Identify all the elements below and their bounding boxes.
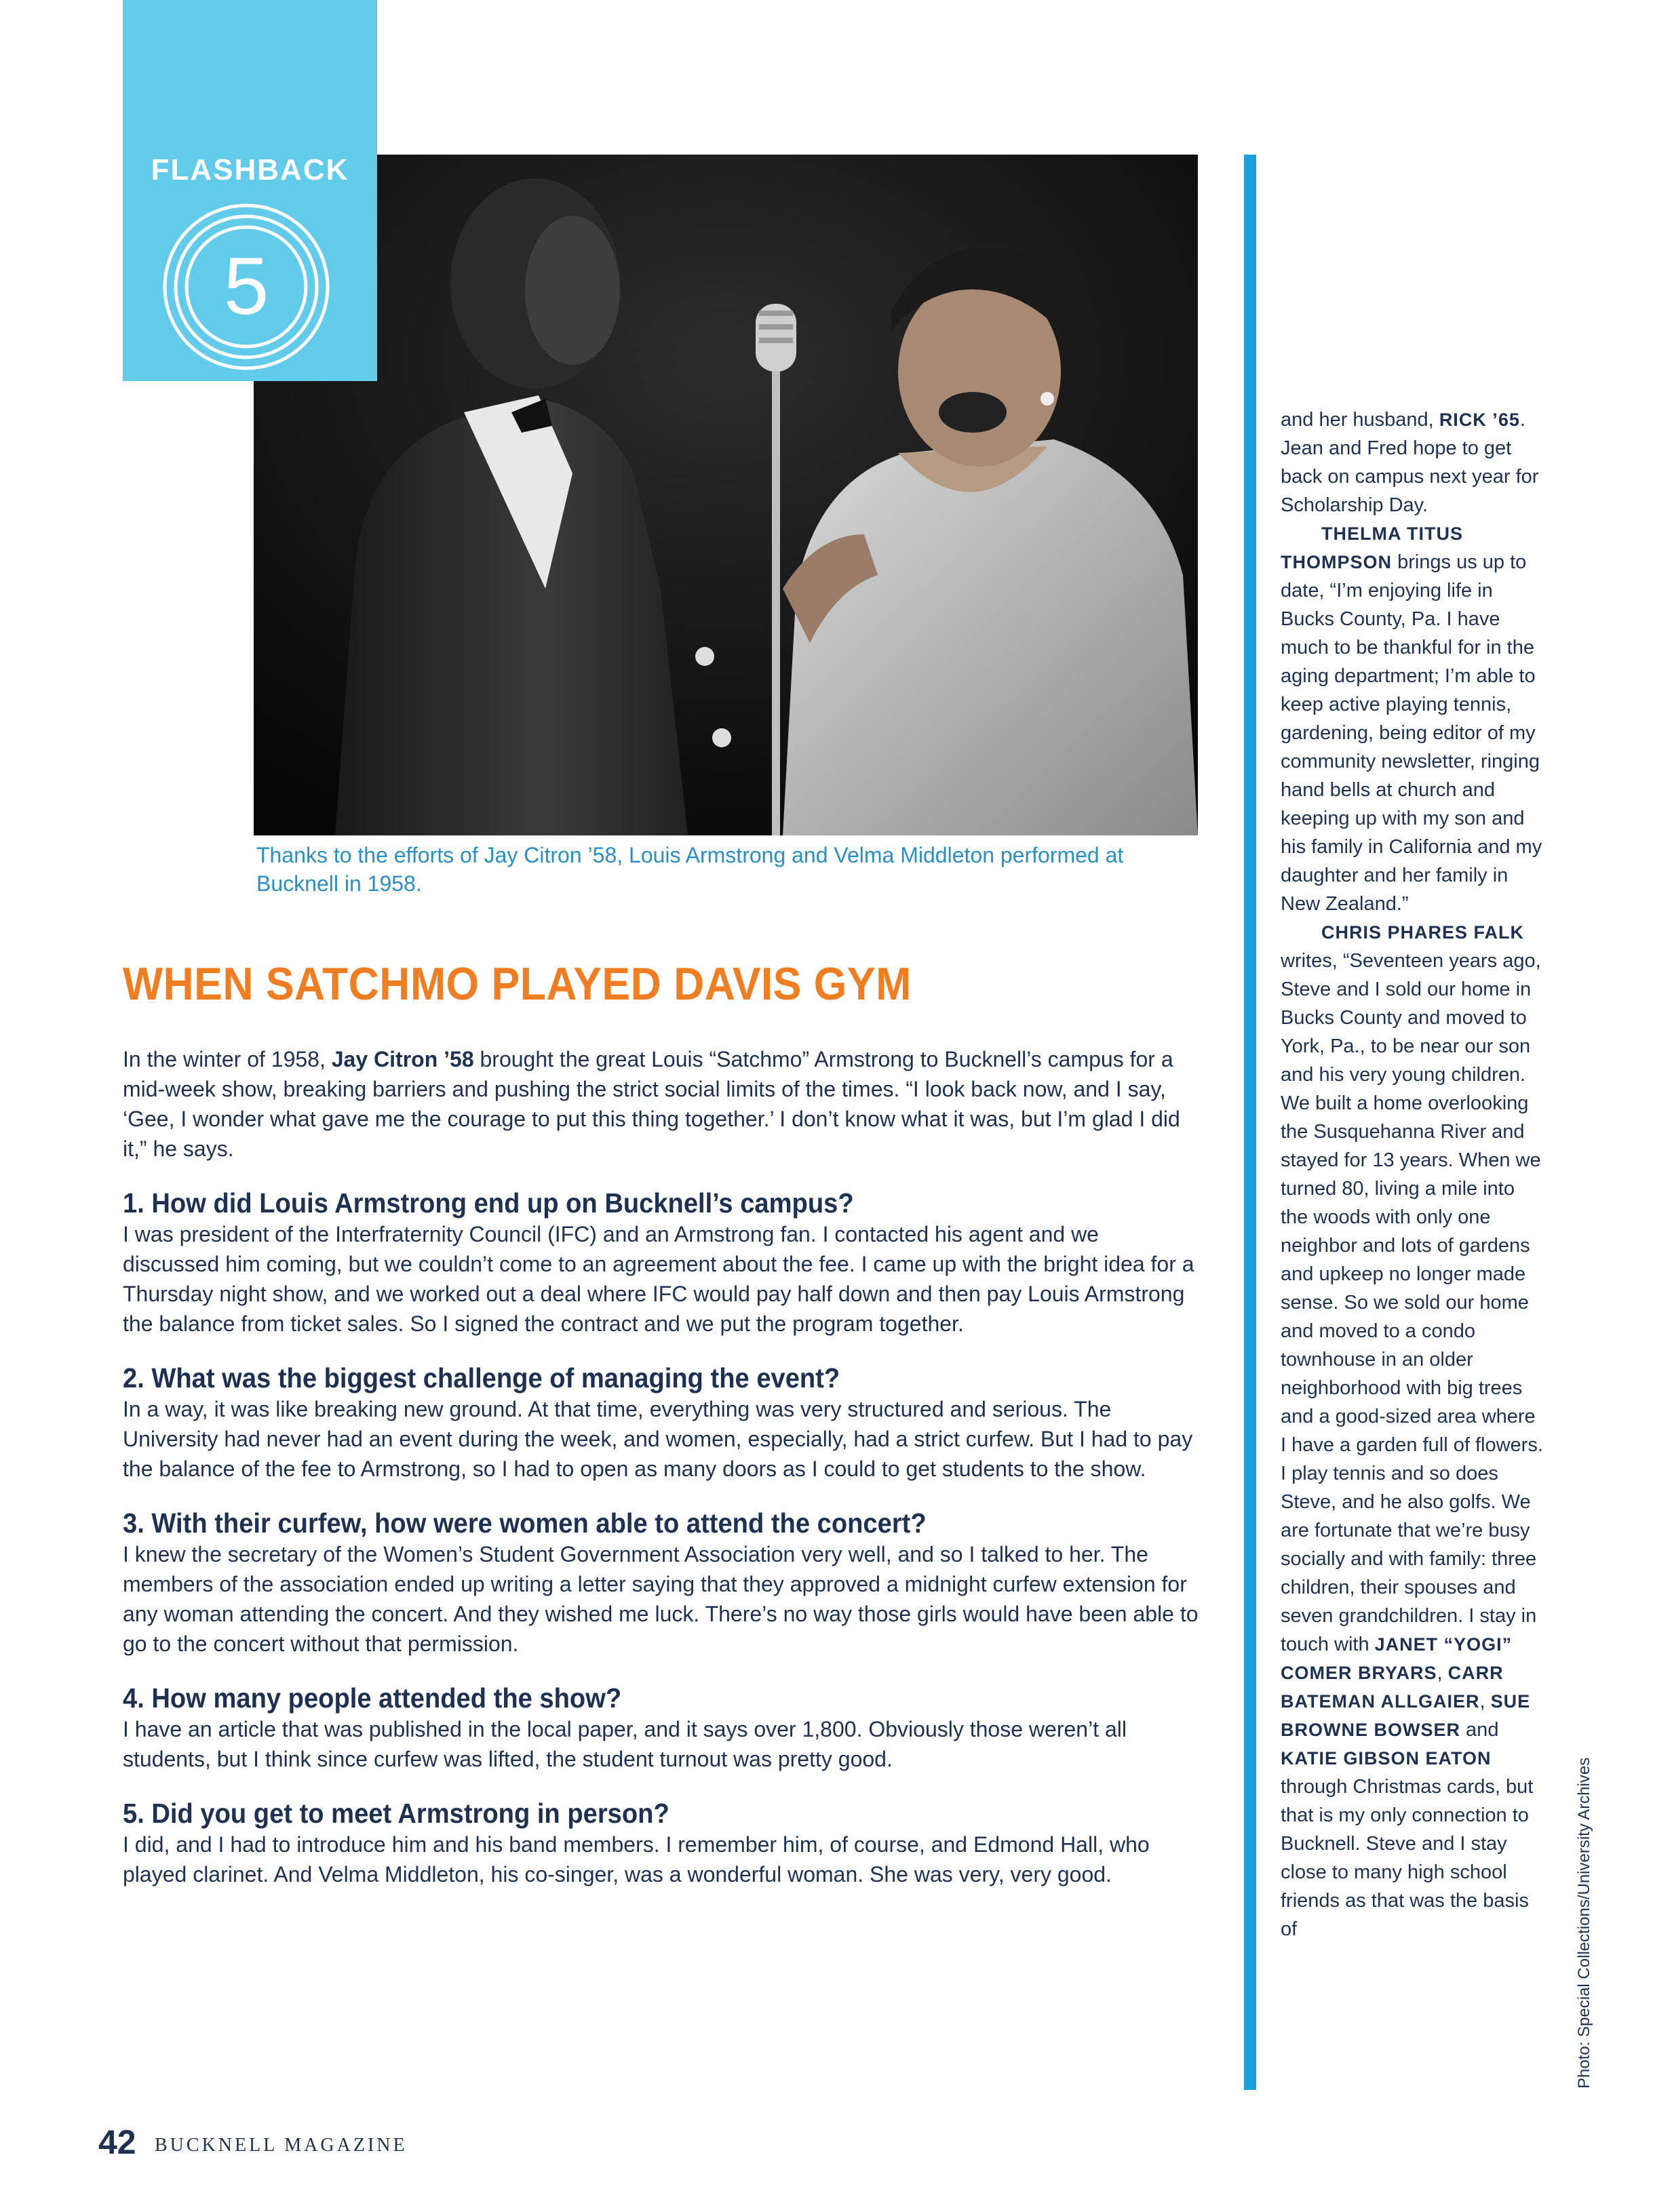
note-name: SUE BROWNE BOWSER xyxy=(1281,1691,1531,1740)
photo-caption: Thanks to the efforts of Jay Citron ’58, Louis Armstrong and Velma Middleton performed at Bucknell in 1958. xyxy=(256,843,1124,896)
question-heading: 2. What was the biggest challenge of managing the event? xyxy=(123,1362,840,1394)
qa-item-3 xyxy=(123,1507,1201,1659)
article-body xyxy=(123,1044,1201,1889)
question-heading: 3. With their curfew, how were women able to attend the concert? xyxy=(123,1507,927,1539)
answer-text: I did, and I had to introduce him and his band members. I remember him, of course, and Edmond Hall, who played clarinet. And Velma Middleton, his co-singer, was a wonderful woman. She was very, very good. xyxy=(123,1832,1150,1887)
numbered-rings-icon xyxy=(161,202,331,372)
question-heading: 5. Did you get to meet Armstrong in person? xyxy=(123,1798,669,1829)
note-name: KATIE GIBSON EATON xyxy=(1281,1748,1492,1769)
qa-item-2 xyxy=(123,1362,1201,1484)
article-lede xyxy=(123,1044,1201,1164)
qa-item-4 xyxy=(123,1682,1201,1774)
article-headline: WHEN SATCHMO PLAYED DAVIS GYM xyxy=(123,958,912,1010)
note-text: , xyxy=(1479,1691,1491,1712)
class-note-paragraph xyxy=(1281,519,1545,918)
column-divider xyxy=(1244,155,1256,2090)
qa-item-5 xyxy=(123,1797,1201,1889)
note-name: THELMA TITUS THOMPSON xyxy=(1281,524,1463,572)
note-text: and xyxy=(1460,1719,1499,1741)
flashback-badge xyxy=(123,0,377,381)
question-heading: 4. How many people attended the show? xyxy=(123,1682,622,1714)
lede-text-continued: brought the great Louis “Satchmo” Armstrong to Bucknell’s campus for a mid-week show, breaking barriers and pushing the strict social limits of the times. “I look back now, and I say, ‘Gee, I wonder what gave me the courage to put this thing together.’ I don’t know what it was, but I’m glad I did it,” he says. xyxy=(123,1047,1180,1161)
class-note-paragraph xyxy=(1281,918,1545,1943)
answer-text: I knew the secretary of the Women’s Student Government Association very well, and so I talked to her. The members of the association ended up writing a letter saying that they approved a midnight curfew extension for any woman attending the concert. And they wished me luck. There’s no way those girls would have been able to go to the concert without that permission. xyxy=(123,1542,1199,1656)
note-text: through Christmas cards, but that is my only connection to Bucknell. Steve and I stay close to many high school friends as that was the basis of xyxy=(1281,1776,1534,1940)
class-notes-column xyxy=(1281,406,1545,1943)
flashback-label: FLASHBACK xyxy=(151,153,349,186)
answer-text: In a way, it was like breaking new ground. At that time, everything was very structured and serious. The University had never had an event during the week, and women, especially, had a strict curfew. But I had to pay the balance of the fee to Armstrong, so I had to open as many doors as I could to get students to the show. xyxy=(123,1397,1193,1481)
class-note-paragraph xyxy=(1281,406,1545,519)
note-text: , xyxy=(1437,1662,1448,1684)
note-name: RICK ’65 xyxy=(1439,410,1520,430)
flashback-number: 5 xyxy=(223,241,269,332)
concert-photo xyxy=(254,155,1198,835)
page-number: 42 xyxy=(98,2123,136,2161)
question-heading: 1. How did Louis Armstrong end up on Bucknell’s campus? xyxy=(123,1187,854,1219)
note-text: and her husband, xyxy=(1281,409,1439,431)
lede-text: In the winter of 1958, xyxy=(123,1047,332,1071)
note-text: brings us up to date, “I’m enjoying life in Bucks County, Pa. I have much to be thankful for in the aging department; I’m able to keep active playing tennis, gardening, being editor of my community newsletter, ringing hand bells at church and keeping up with my son and his family in California and my daughter and her family in New Zealand.” xyxy=(1281,551,1542,915)
note-text: writes, “Seventeen years ago, Steve and I sold our home in Bucks County and moved to York, Pa., to be near our son and his very young children. We built a home overlooking the Susquehanna River and stayed for 13 years. When we turned 80, living a mile into the woods with only one neighbor and lots of gardens and upkeep no longer made sense. So we sold our home and moved to a condo townhouse in an older neighborhood with big trees and a good-sized area where I have a garden full of flowers. I play tennis and so does Steve, and he also golfs. We are fortunate that we’re busy socially and with family: three children, their spouses and seven grandchildren. I stay in touch with xyxy=(1281,950,1543,1655)
note-name: JANET “YOGI” COMER BRYARS xyxy=(1281,1634,1513,1683)
lede-author: Jay Citron ’58 xyxy=(331,1047,474,1071)
note-name: CHRIS PHARES FALK xyxy=(1321,922,1525,943)
note-text: . Jean and Fred hope to get back on campus next year for Scholarship Day. xyxy=(1281,409,1539,516)
answer-text: I was president of the Interfraternity Council (IFC) and an Armstrong fan. I contacted his agent and we discussed him coming, but we couldn’t come to an agreement about the fee. I came up with the bright idea for a Thursday night show, and we worked out a deal where IFC would pay half down and then pay Louis Armstrong the balance from ticket sales. So I signed the contract and we put the program together. xyxy=(123,1222,1194,1336)
qa-item-1 xyxy=(123,1187,1201,1339)
answer-text: I have an article that was published in the local paper, and it says over 1,800. Obviously those weren’t all students, but I think since curfew was lifted, the student turnout was pretty good. xyxy=(123,1717,1127,1771)
note-name: CARR BATEMAN ALLGAIER xyxy=(1281,1663,1504,1712)
magazine-name: BUCKNELL MAGAZINE xyxy=(155,2135,408,2156)
photo-credit: Photo: Special Collections/University Archives xyxy=(1575,1757,1593,2089)
